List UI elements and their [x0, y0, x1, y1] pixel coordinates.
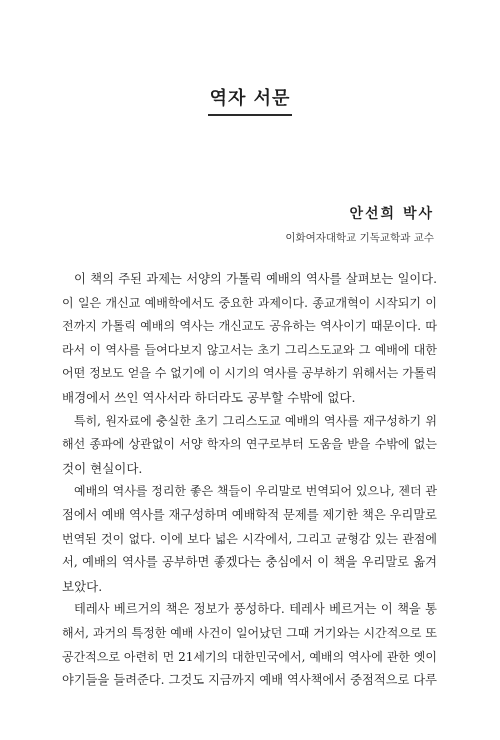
text-line: 보았다.	[62, 578, 103, 594]
text-line: 특히, 원자료에 충실한 초기 그리스도교 예배의 역사를 재구성하기 위	[74, 413, 437, 428]
text-line: 것이 현실이다.	[62, 460, 143, 476]
text-line: 공간적으로 아련히 먼 21세기의 대한민국에서, 예배의 역사에 관한 옛이	[62, 649, 437, 664]
text-line: 서, 예배의 역사를 공부하면 좋겠다는 충심에서 이 책을 우리말로 옮겨	[62, 555, 437, 570]
author-affiliation: 이화여자대학교 기독교학과 교수	[285, 232, 434, 244]
text-line: 라서 이 역사를 들여다보지 않고서는 초기 그리스도교와 그 예배에 대한	[62, 342, 437, 357]
text-line: 해서, 과거의 특정한 예배 사건이 일어났던 그때 거기와는 시간적으로 또	[62, 625, 437, 640]
text-line: 야기들을 들려준다. 그것도 지금까지 예배 역사책에서 중점적으로 다루	[62, 673, 437, 688]
text-line: 점에서 예배 역사를 재구성하며 예배학적 문제를 제기한 책은 우리말로	[62, 507, 437, 522]
body-text	[62, 268, 437, 693]
text-line: 어떤 정보도 얻을 수 없기에 이 시기의 역사를 공부하기 위해서는 가톨릭	[62, 366, 437, 381]
author-name: 안선희 박사	[349, 206, 434, 222]
text-line: 테레사 베르거의 책은 정보가 풍성하다. 테레사 베르거는 이 책을 통	[74, 602, 437, 617]
text-line: 배경에서 쓰인 역사서라 하더라도 공부할 수밖에 없다.	[62, 389, 356, 405]
chapter-title: 역자 서문	[208, 88, 293, 116]
text-line: 번역된 것이 없다. 이에 보다 넓은 시각에서, 그리고 균형감 있는 관점에	[62, 531, 437, 546]
text-line: 이 책의 주된 과제는 서양의 가톨릭 예배의 역사를 살펴보는 일이다.	[74, 272, 437, 286]
text-line: 이 일은 개신교 예배학에서도 중요한 과제이다. 종교개혁이 시작되기 이	[62, 295, 437, 310]
text-line: 해선 종파에 상관없이 서양 학자의 연구로부터 도움을 받을 수밖에 없는	[62, 437, 437, 452]
title-wrapper	[0, 88, 500, 116]
text-line: 예배의 역사를 정리한 좋은 책들이 우리말로 번역되어 있으나, 젠더 관	[74, 484, 437, 499]
text-line: 전까지 가톨릭 예배의 역사는 개신교도 공유하는 역사이기 때문이다. 따	[62, 319, 437, 334]
author-block	[285, 205, 434, 245]
